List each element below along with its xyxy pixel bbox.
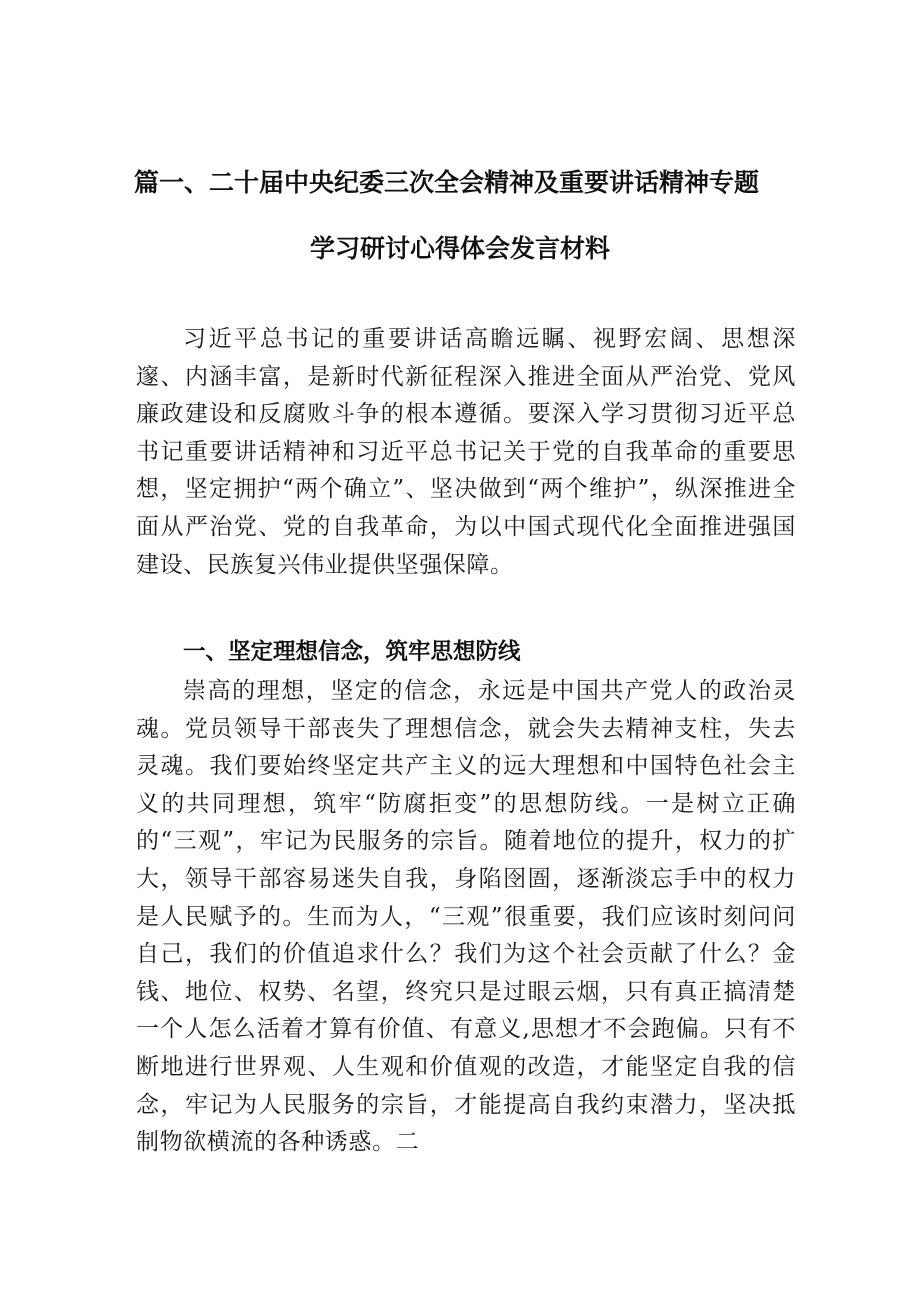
body-paragraph-2: 崇高的理想，坚定的信念，永远是中国共产党人的政治灵魂。党员领导干部丧失了理想信念，就会失去精神支柱，失去灵魂。我们要始终坚定共产主义的远大理想和中国特色社会主义的共同理想，筑牢“防腐拒变”的思想防线。一是树立正确的“三观”，牢记为民服务的宗旨。随着地位的提升，权力的扩大，领导干部容易迷失自我，身陷囹圄，逐渐淡忘手中的权力是人民赋予的。生而为人，“三观”很重要，我们应该时刻问问自己，我们的价值追求什么？我们为这个社会贡献了什么？金钱、地位、权势、名望，终究只是过眼云烟，只有真正搞清楚一个人怎么活着才算有价值、有意义,思想才不会跑偏。只有不断地进行世界观、人生观和价值观的改造，才能坚定自我的信念，牢记为人民服务的宗旨，才能提高自我约束潜力，坚决抵制物欲横流的各种诱惑。二	[136, 678, 796, 1156]
document-title-line-2: 学习研讨心得体会发言材料	[309, 234, 610, 263]
section-heading-1: 一、坚定理想信念，筑牢思想防线	[183, 639, 521, 665]
body-paragraph-1: 习近平总书记的重要讲话高瞻远瞩、视野宏阔、思想深邃、内涵丰富，是新时代新征程深入推进全面从严治党、党风廉政建设和反腐败斗争的根本遵循。要深入学习贯彻习近平总书记重要讲话精神和习近平总书记关于党的自我革命的重要思想，坚定拥护“两个确立”、坚决做到“两个维护”，纵深推进全面从严治党、党的自我革命，为以中国式现代化全面推进强国建设、民族复兴伟业提供坚强保障。	[136, 326, 796, 578]
document-title-line-1: 篇一、二十届中央纪委三次全会精神及重要讲话精神专题	[134, 168, 760, 197]
